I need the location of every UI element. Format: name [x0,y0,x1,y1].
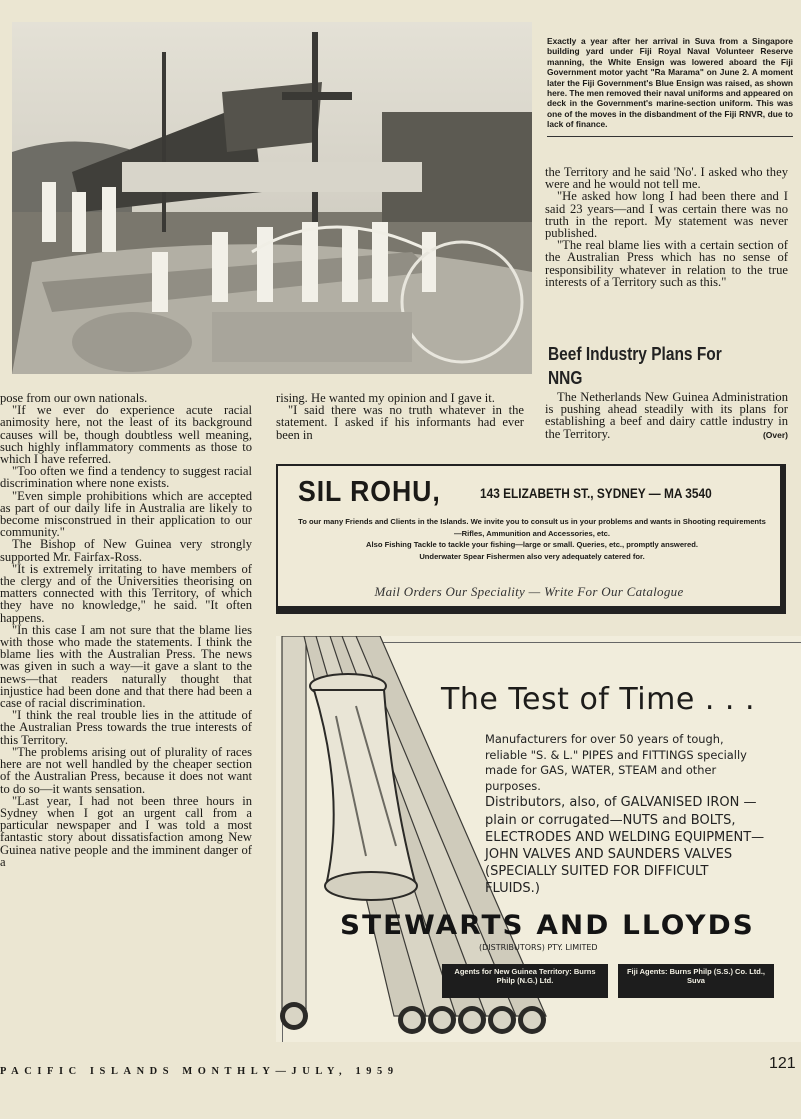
right-paragraph: "The real blame lies with a certain section of the Australian Press which has no sense of responsibility whatever in relation to the true interests of a Territory such as this." [545,238,788,289]
caption-divider [547,136,793,137]
advert-body-text: Distributors, also, of GALVANISED IRON —plain or corrugated—NUTS and BOLTS, ELECTRODES AND WELDING EQUIPMENT—JOHN VALVES AND SAUNDERS VALVES (SPECIALLY SUITED FOR DIFFICULT FLUIDS.) [485,795,765,897]
middle-paragraph: rising. He wanted my opinion and I gave it. [276,391,495,405]
middle-column [276,392,524,441]
left-column [0,392,252,868]
left-paragraph: "Too often we find a tendency to suggest racial discrimination where none exists. [0,464,252,491]
stewarts-lloyds-advert [276,636,801,1042]
advert-mail-order: Mail Orders Our Speciality — Write For Our Catalogue [374,584,684,599]
left-paragraph: pose from our own nationals. [0,391,148,405]
left-paragraph: "It is extremely irritating to have members of the clergy and of the Universities theorising on matters connected with this Territory, of which they have no knowledge," he said. "It often happens. [0,561,252,625]
advert-brand: STEWARTS AND LLOYDS [340,910,755,941]
left-paragraph: The Bishop of New Guinea very strongly supported Mr. Fairfax-Ross. [0,537,252,564]
agent-box-fiji: Fiji Agents: Burns Philp (S.S.) Co. Ltd., Suva [618,964,774,998]
beef-article [545,391,788,441]
page-number: 121 [769,1055,796,1072]
caption-text: Exactly a year after her arrival in Suva from a Singapore building yard under Fiji Royal Naval Volunteer Reserve manning, the White Ensign was lowered aboard the Fiji Government motor yacht "Ra Marama" on June 2. A moment later the Fiji Government's Blue Ensign was raised, as shown here. The men removed their naval uniforms and appeared on deck in the Government's marine-section uniform. This was one of the moves in the disbandment of the Fiji RNVR, due to lack of finance. [547,36,793,130]
left-paragraph: "I think the real trouble lies in the attitude of the Australian Press towards the true interests of this Territory. [0,708,252,747]
page-footer: PACIFIC ISLANDS MONTHLY—JULY, 1959 [0,1066,399,1077]
advert-text [296,516,768,562]
middle-paragraph: "I said there was no truth whatever in the statement. I asked if his informants had ever been in [276,403,524,442]
left-paragraph: "If we ever do experience acute racial animosity here, not the least of its background causes will be, though doubtless well meaning, such highly inflammatory comments as those to which I have referred. [0,403,252,467]
advert-title: The Test of Time . . . [441,682,756,717]
advert-name: SIL ROHU, [298,476,441,508]
advert-line: To our many Friends and Clients in the Islands. We invite you to consult us in your problems and wants in Shooting requirements—Rifles, Ammunition and Accessories, etc. [298,517,766,538]
sil-rohu-advert [276,464,786,614]
beef-text: The Netherlands New Guinea Administration is pushing ahead steadily with its plans for establishing a beef and dairy cattle industry in the Territory. [545,390,788,441]
left-paragraph: "Even simple prohibitions which are accepted as part of our daily life in Australia are likely to become misconstrued in their application to our community." [0,488,252,540]
advert-line: Underwater Spear Fishermen also very adequately catered for. [419,551,645,561]
left-paragraph: "The problems arising out of plurality of races here are not well handled by the cheaper section of the Australian Press, because it does not want to do so—it wants sensation. [0,744,252,796]
advert-line: Also Fishing Tackle to tackle your fishing—large or small. Queries, etc., promptly answered. [366,540,698,549]
advert-address: 143 ELIZABETH ST., SYDNEY — MA 3540 [480,486,712,501]
continued-label: (Over) [762,429,788,440]
left-paragraph: "Last year, I had not been three hours in Sydney when I got an urgent call from a particular newspaper and I was told a most fantastic story about dissatisfaction among New Guinea native people and the imminent danger of a [0,793,252,869]
photo-caption [547,36,793,137]
right-column [545,166,788,288]
advert-body-text: Manufacturers for over 50 years of tough, reliable "S. & L." PIPES and FITTINGS specially made for GAS, WATER, STEAM and other purposes. [485,732,747,793]
right-paragraph: the Territory and he said 'No'. I asked who they were and he would not tell me. [545,165,788,192]
article-headline: Beef Industry Plans For NNG [548,344,722,388]
agent-box-new-guinea: Agents for New Guinea Territory: Burns Philp (N.G.) Ltd. [442,964,608,998]
advert-company-subtitle: (DISTRIBUTORS) PTY. LIMITED [479,943,598,952]
right-paragraph: "He asked how long I had been there and I said 23 years—and I was certain there was no truth in the report. My statement was never published. [545,189,788,241]
ensign-ceremony-photo [12,22,532,374]
left-paragraph: "In this case I am not sure that the blame lies with those who made the statements. I think the blame lies with the Australian Press. The news was given in such a way—it gave a slant to the news—that readers naturally thought that injustice had been done and that there had been a case of racial discrimination. [0,622,252,711]
advert-body [485,732,765,898]
